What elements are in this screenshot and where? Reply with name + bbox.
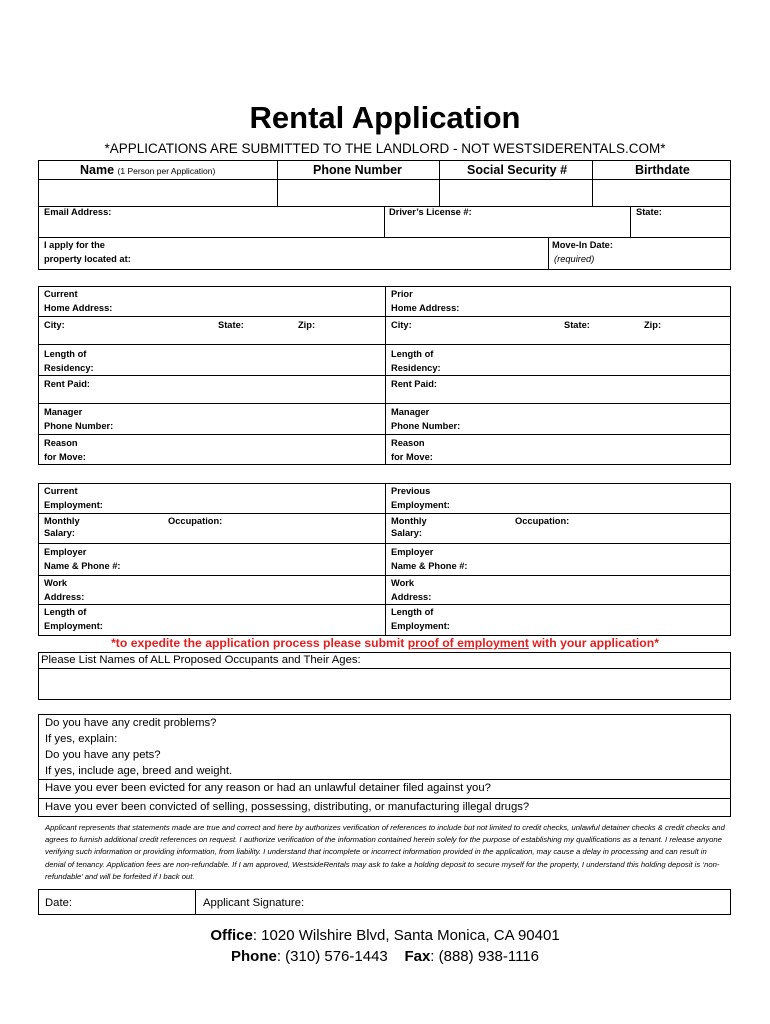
current-length-label-1: Length of bbox=[44, 349, 87, 359]
apply-label-1: I apply for the bbox=[44, 240, 105, 250]
prior-home-label-1: Prior bbox=[391, 289, 413, 299]
email-label: Email Address: bbox=[44, 207, 112, 217]
credit-question: Do you have any credit problems? bbox=[45, 717, 217, 729]
page-subtitle: *APPLICATIONS ARE SUBMITTED TO THE LANDLORD - NOT WESTSIDERENTALS.COM* bbox=[104, 141, 666, 156]
prior-reason-label-1: Reason bbox=[391, 438, 425, 448]
previous-occupation-label: Occupation: bbox=[515, 516, 570, 526]
credit-explain: If yes, explain: bbox=[45, 733, 118, 745]
previous-work-address-label-2: Address: bbox=[391, 592, 432, 602]
current-manager-label-2: Phone Number: bbox=[44, 421, 114, 431]
apply-label-2: property located at: bbox=[44, 254, 131, 264]
move-in-required: (required) bbox=[554, 254, 595, 264]
current-reason-label-1: Reason bbox=[44, 438, 78, 448]
current-employment-label-2: Employment: bbox=[44, 500, 103, 510]
current-state-label: State: bbox=[218, 320, 244, 330]
date-label: Date: bbox=[45, 897, 73, 909]
eviction-question: Have you ever been evicted for any reason or had an unlawful detainer filed against you? bbox=[45, 782, 491, 794]
previous-employment-label-1: Previous bbox=[391, 486, 431, 496]
name-header: Name (1 Person per Application) bbox=[80, 163, 216, 177]
signature-label: Applicant Signature: bbox=[203, 897, 305, 909]
license-state-label: State: bbox=[636, 207, 662, 217]
page-title: Rental Application bbox=[249, 100, 521, 135]
conviction-question: Have you ever been convicted of selling, possessing, distributing, or manufacturing illegal drugs? bbox=[45, 801, 530, 813]
occupants-field[interactable] bbox=[39, 669, 730, 699]
prior-state-label: State: bbox=[564, 320, 590, 330]
occupants-label: Please List Names of ALL Proposed Occupants and Their Ages: bbox=[41, 654, 361, 666]
current-home-label-2: Home Address: bbox=[44, 303, 113, 313]
current-work-address-label-2: Address: bbox=[44, 592, 85, 602]
previous-employer-label-2: Name & Phone #: bbox=[391, 561, 468, 571]
current-employment-label-1: Current bbox=[44, 486, 78, 496]
date-field[interactable] bbox=[80, 890, 194, 914]
current-manager-label-1: Manager bbox=[44, 407, 83, 417]
previous-salary-label-2: Salary: bbox=[391, 528, 423, 538]
prior-zip-label: Zip: bbox=[644, 320, 662, 330]
prior-home-label-2: Home Address: bbox=[391, 303, 460, 313]
move-in-label: Move-In Date: bbox=[552, 240, 613, 250]
current-employment-length-label-1: Length of bbox=[44, 607, 87, 617]
current-work-address-label-1: Work bbox=[44, 578, 68, 588]
license-label: Driver’s License #: bbox=[389, 207, 472, 217]
current-employer-label-1: Employer bbox=[44, 547, 87, 557]
property-row bbox=[38, 237, 731, 270]
current-salary-label-1: Monthly bbox=[44, 516, 80, 526]
current-home-label-1: Current bbox=[44, 289, 78, 299]
signature-field[interactable] bbox=[312, 890, 730, 914]
name-field[interactable] bbox=[39, 180, 276, 206]
office-phone-fax: Phone: (310) 576-1443 Fax: (888) 938-1116 bbox=[231, 948, 539, 965]
birthdate-field[interactable] bbox=[593, 180, 730, 206]
prior-rent-label: Rent Paid: bbox=[391, 379, 437, 389]
current-salary-label-2: Salary: bbox=[44, 528, 76, 538]
prior-length-label-2: Residency: bbox=[391, 363, 441, 373]
current-length-label-2: Residency: bbox=[44, 363, 94, 373]
current-rent-label: Rent Paid: bbox=[44, 379, 90, 389]
prior-city-label: City: bbox=[391, 320, 412, 330]
previous-employment-length-label-2: Employment: bbox=[391, 621, 450, 631]
phone-header: Phone Number bbox=[313, 163, 402, 177]
pets-question: Do you have any pets? bbox=[45, 749, 161, 761]
prior-reason-label-2: for Move: bbox=[391, 452, 433, 462]
prior-manager-label-1: Manager bbox=[391, 407, 430, 417]
prior-length-label-1: Length of bbox=[391, 349, 434, 359]
previous-salary-label-1: Monthly bbox=[391, 516, 427, 526]
legal-statement: Applicant represents that statements made are true and correct and here by authorizes verification of references to include but not limited to credit checks, unlawful detainer checks & credit checks and agrees to furnish additional credit references on request. I authorize verification of the information contained herein solely for the purpose of establishing my qualifications as a tenant. I release anyone verifying such information or providing information, from liability. I understand that incomplete or incorrect information provided in the application, may cause a delay in processing and can result in denial of tenancy. Application fees are non-refundable. If I am approved, WestsideRentals may ask to take a holding deposit to secure myself for the property, I understand this holding deposit is ‘non-refundable’ and will be forfeited if I back out. bbox=[45, 823, 725, 881]
office-address: Office: 1020 Wilshire Blvd, Santa Monica, CA 90401 bbox=[210, 927, 560, 944]
previous-work-address-label-1: Work bbox=[391, 578, 415, 588]
previous-employer-label-1: Employer bbox=[391, 547, 434, 557]
current-city-label: City: bbox=[44, 320, 65, 330]
ssn-field[interactable] bbox=[440, 180, 591, 206]
phone-field[interactable] bbox=[278, 180, 438, 206]
prior-manager-label-2: Phone Number: bbox=[391, 421, 461, 431]
current-occupation-label: Occupation: bbox=[168, 516, 223, 526]
current-employment-length-label-2: Employment: bbox=[44, 621, 103, 631]
previous-employment-length-label-1: Length of bbox=[391, 607, 434, 617]
current-employer-label-2: Name & Phone #: bbox=[44, 561, 121, 571]
ssn-header: Social Security # bbox=[467, 163, 568, 177]
previous-employment-label-2: Employment: bbox=[391, 500, 450, 510]
pets-detail: If yes, include age, breed and weight. bbox=[45, 765, 233, 777]
employment-proof-notice: *to expedite the application process please submit proof of employment with your application* bbox=[111, 636, 659, 650]
birthdate-header: Birthdate bbox=[635, 163, 690, 177]
current-reason-label-2: for Move: bbox=[44, 452, 86, 462]
current-zip-label: Zip: bbox=[298, 320, 316, 330]
